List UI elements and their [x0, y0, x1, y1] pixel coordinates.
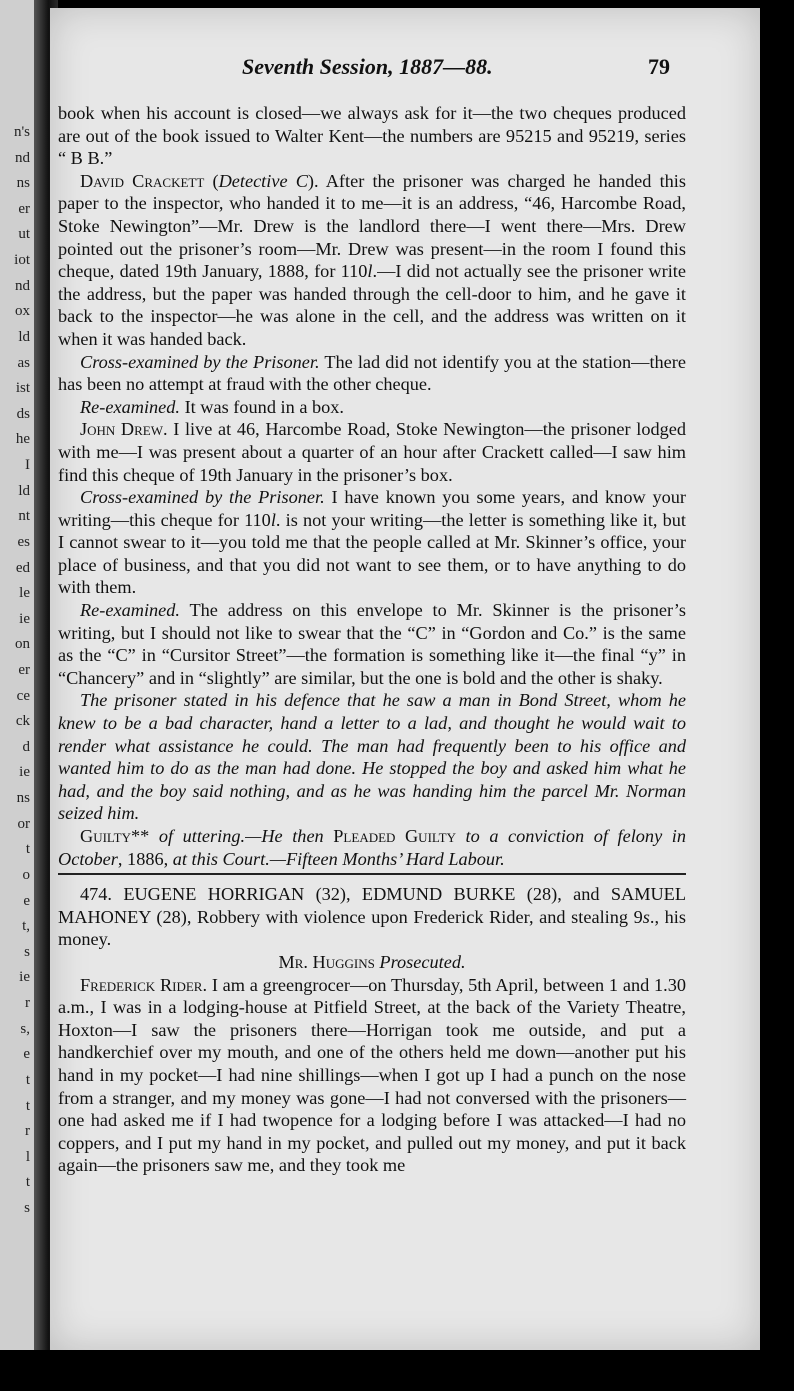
section-divider: [58, 873, 686, 875]
margin-fragment: ld: [18, 482, 30, 499]
paragraph: [58, 418, 686, 486]
italic-text: Re-examined.: [80, 600, 180, 621]
italic-text: to a conviction of felony in October: [58, 826, 686, 869]
paragraph: [58, 689, 686, 825]
text-run: . I am a greengrocer—on Thursday, 5th April, between 1 and 1.30 a.m., I was in a lodging-house at Pitfield Street, at the back of the Variety Theatre, Hoxton—I saw the prisoners there—Horrigan took me outside, and put a handkerchief over my mouth, and one of the others held me down—another put his hand in my pocket—I had nine shillings—when I got up I had a punch on the nose from a stranger, and my money was gone—I had not conversed with the prisoners—one had asked me if I had twopence for a lodging before I was attacked—I had no coppers, and I put my hand in my pocket, and pulled out my money, and put it back again—the prisoners saw me, and they took me: [58, 974, 686, 1176]
text-run: The lad did not identify you at the station—there has been no attempt at fraud with the other cheque.: [58, 351, 686, 395]
margin-fragment: ns: [16, 175, 30, 192]
italic-text: l: [270, 509, 276, 530]
paragraph: [58, 599, 686, 689]
margin-fragment: ed: [15, 559, 30, 576]
scan-border: [0, 1350, 794, 1391]
margin-fragment: s,: [20, 1020, 30, 1037]
paragraph: [58, 974, 686, 1177]
text-run: ). After the prisoner was charged he handed this paper to the inspector, who handed it to me—it is an address, “46, Harcombe Road, Stoke Newington”—Mr. Drew is the landlord there—I went there—Mrs. Drew pointed out the prisoner’s room—Mr. Drew was present—in the room I found this cheque, dated 19th January, 1888, for 110: [58, 170, 686, 282]
margin-fragment: I: [25, 457, 30, 474]
margin-fragment: o: [22, 866, 30, 883]
margin-fragment: ie: [19, 969, 30, 986]
margin-fragment: le: [19, 585, 30, 602]
margin-fragment: s: [24, 1200, 30, 1216]
small-caps-text: David Crackett: [80, 170, 205, 191]
margin-fragment: ie: [19, 610, 30, 627]
text-run: , 1886,: [117, 848, 173, 869]
paragraph: [58, 351, 686, 396]
margin-fragment: t: [25, 841, 30, 858]
margin-fragment: nd: [15, 277, 30, 294]
margin-fragment: t: [25, 1071, 30, 1088]
text-run: book when his account is closed—we always ask for it—the two cheques produced are out of the book issued to Walter Kent—the numbers are 95215 and 95219, series “ B B.”: [58, 103, 686, 169]
italic-text: The prisoner stated in his defence that he saw a man in Bond Street, whom he knew to be a bad character, hand a letter to a lad, and thought he would wait to render what assistance he could. The man had frequently been to his office and wanted him to do as the man had done. He stopped the boy and asked him what he had, and the boy said nothing, and as he was handing him the parcel Mr. Norman seized him.: [58, 690, 686, 824]
margin-fragment: l: [25, 1148, 30, 1165]
margin-fragment: ce: [16, 687, 30, 704]
margin-fragment: ns: [16, 790, 30, 807]
margin-fragment: ds: [16, 405, 30, 422]
verdict-paragraph: [58, 825, 686, 870]
margin-fragment: iot: [14, 252, 30, 269]
page-edge-shadow: [760, 0, 794, 1391]
italic-text: of uttering.—He then: [149, 826, 334, 846]
italic-text: Detective C: [218, 170, 308, 191]
italic-text: Prosecuted.: [379, 951, 466, 972]
margin-fragment: er: [18, 662, 30, 678]
margin-fragment: e: [23, 1046, 30, 1063]
margin-fragment: n's: [13, 124, 30, 140]
text-run: . is not your writing—the letter is something like it, but I cannot swear to it—you told me that the people called at Mr. Skinner’s office, your place of business, and that you did not want to see them, or to have anything to do with them.: [58, 509, 686, 598]
italic-text: Re-examined.: [80, 396, 180, 417]
page-body: [58, 102, 686, 1177]
small-caps-text: Pleaded Guilty: [333, 826, 456, 846]
margin-fragment: e: [23, 892, 30, 909]
paragraph: [58, 486, 686, 599]
small-caps-text: Frederick Rider: [80, 974, 203, 995]
paragraph: [58, 102, 686, 170]
text-run: (: [204, 170, 219, 191]
margin-fragment: ie: [19, 764, 30, 781]
prosecution-line: [58, 951, 686, 974]
margin-fragment: es: [17, 533, 30, 550]
text-run: The address on this envelope to Mr. Skinner is the prisoner’s writing, but I should not like to swear that the “C” in “Gordon and Co.” is the same as the “C” in “Cursitor Street”—the formation is something like it—the final “y” in “Chancery” and in “slightly” are similar, but the one is bold and the other is shaky.: [58, 600, 686, 688]
margin-fragment: he: [15, 431, 30, 448]
running-head: Seventh Session, 1887—88.: [242, 54, 493, 79]
case-heading: [58, 883, 686, 951]
italic-text: at this Court.—Fifteen Months’ Hard Labour.: [172, 848, 505, 869]
text-run: I have known you some years, and know your writing—this cheque for 110: [58, 487, 686, 530]
paragraph: [58, 170, 686, 351]
margin-fragment: on: [15, 636, 30, 653]
small-caps-text: Guilty**: [80, 826, 150, 846]
margin-fragment: ck: [15, 713, 30, 730]
margin-fragment: d: [22, 738, 30, 755]
text-run: 474. EUGENE HORRIGAN (32), EDMUND BURKE (28), and SAMUEL MAHONEY (28), Robbery with violence upon Frederick Rider, and stealing 9: [58, 884, 686, 927]
text-run: .—I did not actually see the prisoner write the address, but the paper was handed through the cell-door to him, and he gave it back to the inspector—he was alone in the cell, and the address was written on it when it was handed back.: [58, 261, 686, 349]
margin-fragment: nd: [15, 149, 30, 166]
text-run: . I live at 46, Harcombe Road, Stoke Newington—the prisoner lodged with me—I was present about a quarter of an hour after Crackett called—I saw him find this cheque of 19th January in the prisoner’s box.: [58, 419, 686, 485]
italic-text: s: [642, 906, 650, 927]
italic-text: l: [367, 261, 373, 282]
margin-fragment: or: [17, 815, 30, 832]
margin-fragment: as: [17, 354, 30, 371]
adjacent-page-edge: [0, 0, 34, 1391]
margin-fragment: s: [24, 943, 30, 960]
text-run: ., his money.: [58, 906, 686, 950]
paragraph: [58, 396, 686, 419]
small-caps-text: Mr. Huggins: [278, 951, 375, 972]
italic-text: Cross-examined by the Prisoner.: [80, 487, 325, 508]
margin-fragment: r: [25, 995, 30, 1012]
margin-fragment: t,: [22, 918, 30, 935]
book-page: [50, 8, 760, 1350]
small-caps-text: John Drew: [80, 419, 164, 440]
margin-fragment: r: [25, 1123, 30, 1140]
page-number: 79: [648, 54, 670, 79]
margin-fragment: t: [25, 1174, 30, 1191]
margin-fragment: t: [25, 1097, 30, 1114]
margin-fragment: ist: [15, 380, 30, 397]
margin-fragment: nt: [18, 508, 30, 525]
margin-fragment: er: [18, 200, 30, 217]
margin-fragment: ox: [15, 303, 30, 320]
italic-text: Cross-examined by the Prisoner.: [80, 351, 320, 372]
margin-fragment: ld: [18, 328, 30, 345]
margin-fragment: ut: [18, 226, 30, 243]
text-run: It was found in a box.: [180, 396, 344, 417]
